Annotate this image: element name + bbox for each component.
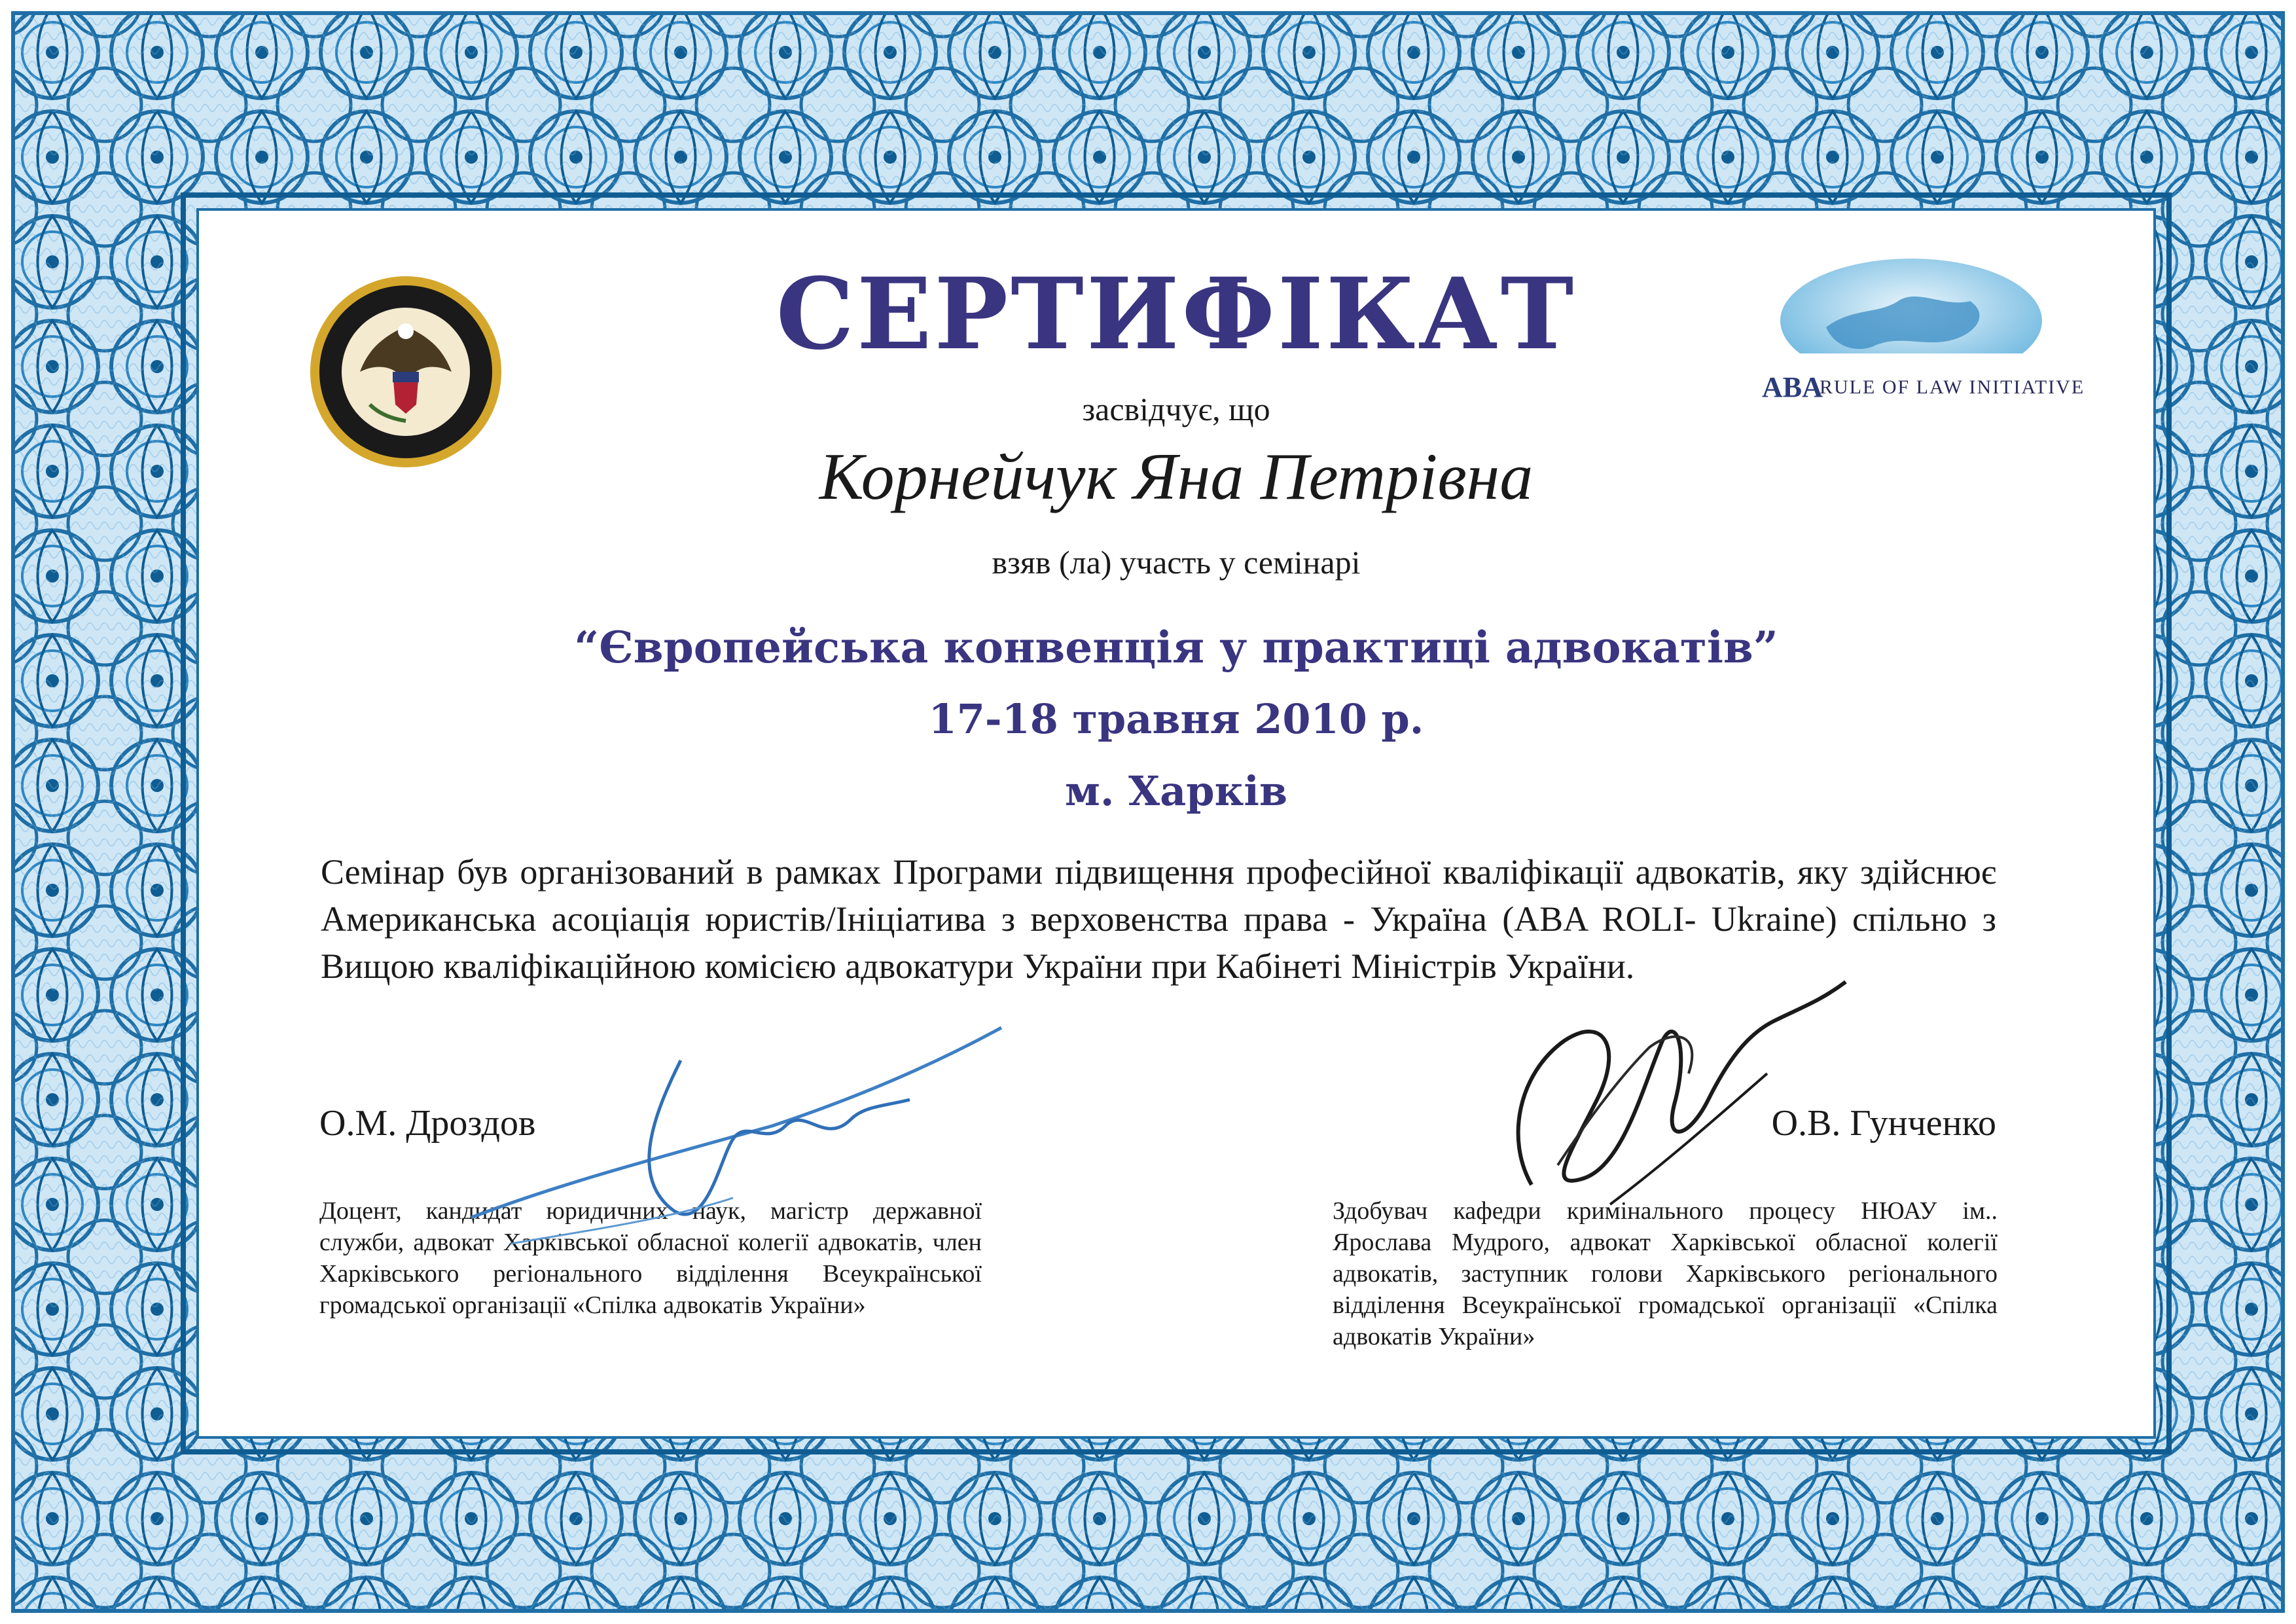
seminar-description: Семінар був організований в рамках Програми підвищення професійної кваліфікації адвокатів, яку здійснює Американська асоціація юристів/Ініціатива з верховенства права - Україна (ABA ROLI- Ukraine) спільно з Вищою кваліфікаційною комісією адвокатури України при Кабінеті Міністрів України.	[321, 852, 1996, 986]
aba-logo-text: RULE OF LAW INITIATIVE	[1820, 376, 2085, 398]
recipient-name: Корнейчук Яна Петрівна	[819, 440, 1534, 514]
seminar-date: 17-18 травня 2010 р.	[928, 695, 1424, 743]
left-signer-bio: Доцент, кандидат юридичних наук, магістр державної служби, адвокат Харківської обласної колегії адвокатів, член Харківського регіонального відділення Всеукраїнської громадської організації «Спілка адвокатів України»	[319, 1197, 982, 1319]
seminar-title: “Європейська конвенція у практиці адвокатів”	[574, 622, 1778, 673]
right-signer-name: О.В. Гунченко	[1771, 1103, 1996, 1144]
certifies-text: засвідчує, що	[1082, 391, 1270, 427]
right-signature	[1492, 969, 1859, 1218]
participated-text: взяв (ла) участь у семінарі	[992, 544, 1361, 581]
certificate-title: СЕРТИФІКАТ	[776, 257, 1577, 372]
seminar-city: м. Харків	[1064, 767, 1288, 815]
right-signer-bio: Здобувач кафедри кримінального процесу НЮАУ ім.. Ярослава Мудрого, адвокат Харківської обласної колегії адвокатів, заступник голови Харківського регіонального відділення Всеукраїнської громадської організації «Спілка адвокатів України»	[1333, 1197, 1998, 1350]
left-signer-name: О.М. Дроздов	[319, 1103, 536, 1144]
aba-mark-logo: ABA	[1762, 371, 1823, 403]
left-signature	[458, 1008, 1047, 1257]
